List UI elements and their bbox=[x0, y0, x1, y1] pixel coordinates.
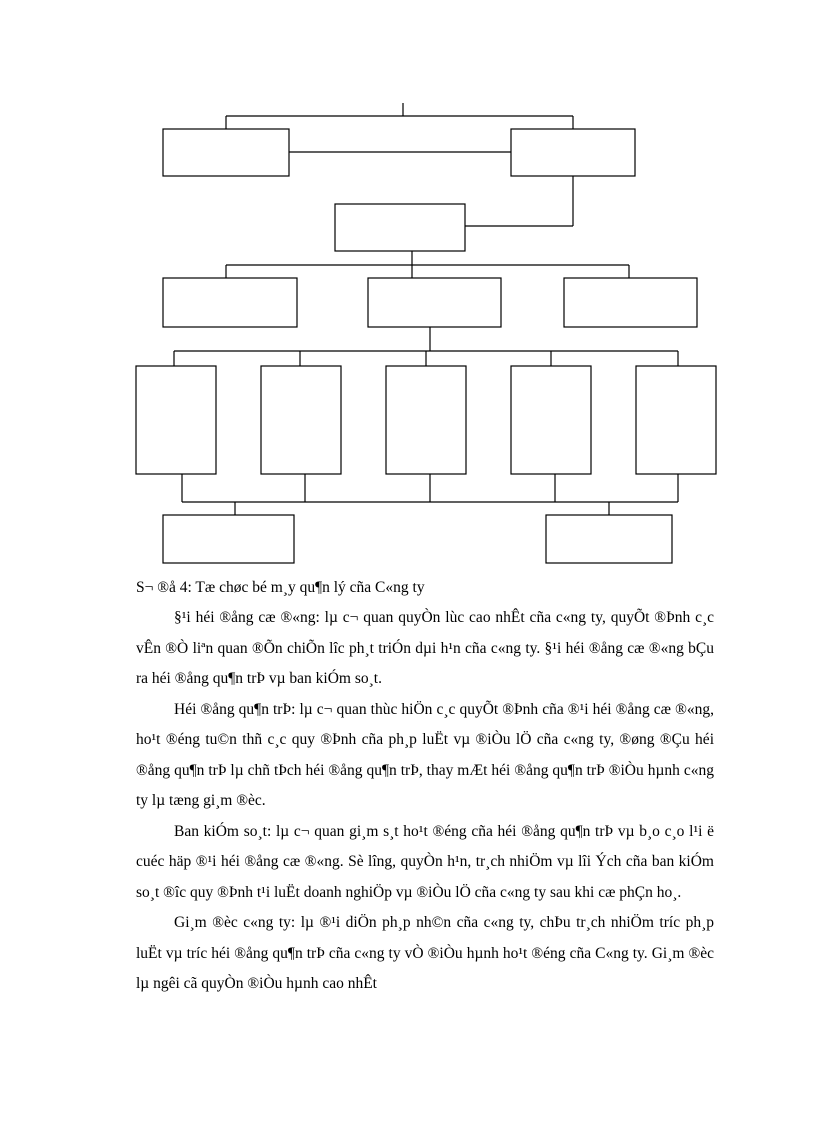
paragraph-supervisory: Ban kiÓm so¸t: lµ c¬ quan gi¸m s¸t ho¹t ®éng cña héi ®ång qu¶n trÞ vµ b¸o c¸o l¹i ë cuéc häp ®¹i héi ®ång cæ ®«ng. Sè lîng, quyÒn h¹n, tr¸ch nhiÖm vµ lîi Ých cña ban kiÓm so¸t ®îc quy ®Þnh t¹i luËt doanh nghiÖp vµ ®iÒu lÖ cña c«ng ty sau khi cæ phÇn ho¸. bbox=[136, 822, 714, 901]
org-box-bottom-left bbox=[163, 515, 294, 563]
org-box-dept-1 bbox=[136, 366, 216, 474]
org-box-level3-2 bbox=[368, 278, 501, 327]
org-box-dept-4 bbox=[511, 366, 591, 474]
paragraph-director: Gi¸m ®èc c«ng ty: lµ ®¹i diÖn ph¸p nh©n cña c«ng ty, chÞu tr¸ch nhiÖm tríc ph¸p luËt vµ tríc héi ®ång qu¶n trÞ cña c«ng ty vÒ ®iÒu hµnh ho¹t ®éng cña C«ng ty. Gi¸m ®èc lµ ngêi cã quyÒn ®iÒu hµnh cao nhÊt bbox=[136, 914, 714, 992]
org-box-level3-1 bbox=[163, 278, 297, 327]
document-body bbox=[136, 603, 714, 1000]
org-box-board bbox=[335, 204, 465, 251]
paragraph-shareholders: §¹i héi ®ång cæ ®«ng: lµ c¬ quan quyÒn lùc cao nhÊt cña c«ng ty, quyÕt ®Þnh c¸c vÊn ®Ò liªn quan ®Õn chiÕn lîc ph¸t triÓn dµi h¹n cña c«ng ty. §¹i héi ®ång cæ ®«ng bÇu ra héi ®ång qu¶n trÞ vµ ban kiÓm so¸t. bbox=[136, 609, 714, 687]
paragraph-board: Héi ®ång qu¶n trÞ: lµ c¬ quan thùc hiÖn c¸c quyÕt ®Þnh cña ®¹i héi ®ång cæ ®«ng, ho¹t ®éng tu©n thñ c¸c quy ®Þnh cña ph¸p luËt vµ ®iÒu lÖ cña c«ng ty, ®øng ®Çu héi ®ång qu¶n trÞ lµ chñ tÞch héi ®ång qu¶n trÞ, thay mÆt héi ®ång qu¶n trÞ ®iÒu hµnh c«ng ty lµ tæng gi¸m ®èc. bbox=[136, 700, 714, 809]
org-box-dept-2 bbox=[261, 366, 341, 474]
org-chart-connectors bbox=[174, 103, 678, 515]
figure-caption: S¬ ®å 4: Tæ chøc bé m¸y qu¶n lý cña C«ng ty bbox=[136, 579, 425, 596]
org-box-level3-3 bbox=[564, 278, 697, 327]
org-box-dept-3 bbox=[386, 366, 466, 474]
org-box-dept-5 bbox=[636, 366, 716, 474]
org-box-bottom-right bbox=[546, 515, 672, 563]
org-box-supervisory-right bbox=[511, 129, 635, 176]
org-box-shareholders-left bbox=[163, 129, 289, 176]
